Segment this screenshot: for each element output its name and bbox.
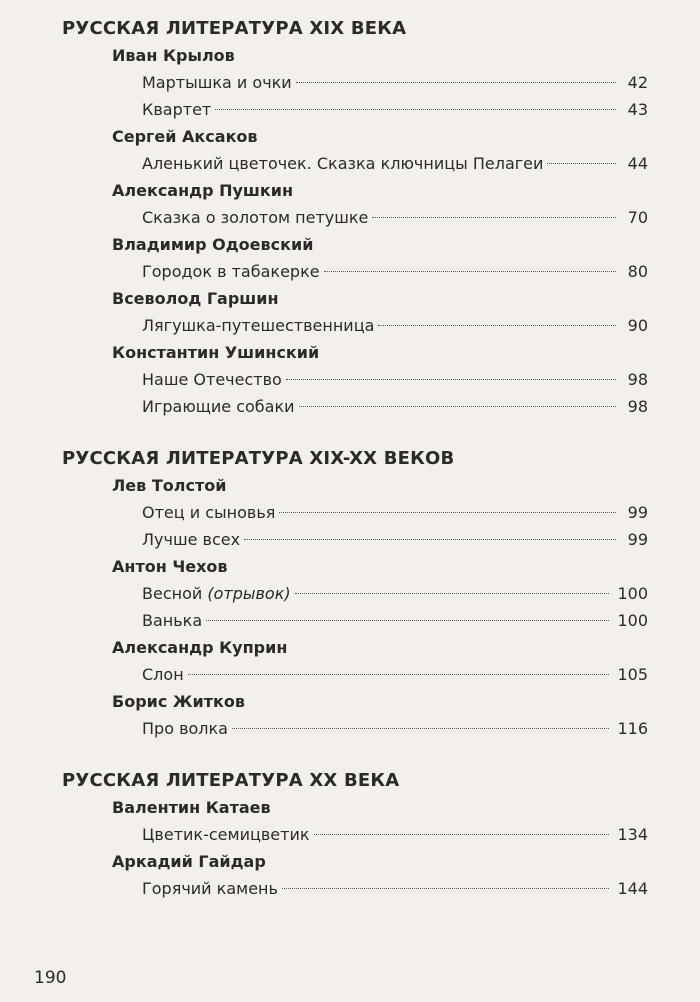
author-name: Константин Ушинский <box>112 343 320 362</box>
toc-entry[interactable] <box>142 258 648 285</box>
page-number: 98 <box>627 370 648 389</box>
page-number: 144 <box>617 879 648 898</box>
work-title: Лягушка-путешественница <box>142 316 375 335</box>
author-name: Антон Чехов <box>112 557 228 576</box>
work-title: Отец и сыновья <box>142 503 276 522</box>
work-title: Мартышка и очки <box>142 73 292 92</box>
section-title: РУССКАЯ ЛИТЕРАТУРА XIX-XX ВЕКОВ <box>62 448 455 469</box>
page-number: 44 <box>627 154 648 173</box>
toc-section-19th-20th-century <box>62 445 662 742</box>
work-title: Городок в табакерке <box>142 262 320 281</box>
author-name: Всеволод Гаршин <box>112 289 279 308</box>
dot-leader <box>378 325 616 326</box>
dot-leader <box>215 109 616 110</box>
toc-entry[interactable] <box>142 312 648 339</box>
author-name: Аркадий Гайдар <box>112 852 266 871</box>
work-title: Аленький цветочек. Сказка ключницы Пелагеи <box>142 154 544 173</box>
toc-entry[interactable] <box>142 96 648 123</box>
work-title: Квартет <box>142 100 212 119</box>
toc-entry[interactable] <box>142 150 648 177</box>
page-number: 80 <box>627 262 648 281</box>
toc-entry[interactable] <box>142 875 648 902</box>
dot-leader <box>188 674 610 675</box>
page-number: 116 <box>617 719 648 738</box>
dot-leader <box>244 539 616 540</box>
toc-entry[interactable] <box>142 607 648 634</box>
page-folio-number: 190 <box>34 968 67 988</box>
toc-entry[interactable] <box>142 204 648 231</box>
page-number: 105 <box>617 665 648 684</box>
page-number: 90 <box>627 316 648 335</box>
toc-entry[interactable] <box>142 69 648 96</box>
author-name: Сергей Аксаков <box>112 127 258 146</box>
page-number: 100 <box>617 584 648 603</box>
author-name: Валентин Катаев <box>112 798 271 817</box>
author-name: Александр Пушкин <box>112 181 294 200</box>
page-number: 99 <box>627 503 648 522</box>
dot-leader <box>324 271 616 272</box>
toc-section-19th-century <box>62 15 662 420</box>
author-name: Александр Куприн <box>112 638 288 657</box>
toc-entry[interactable] <box>142 715 648 742</box>
dot-leader <box>206 620 609 621</box>
toc-entry[interactable] <box>142 526 648 553</box>
toc-entry[interactable] <box>142 580 648 607</box>
toc-entry[interactable] <box>142 821 648 848</box>
dot-leader <box>282 888 610 889</box>
work-title: Наше Отечество <box>142 370 282 389</box>
page-number: 98 <box>627 397 648 416</box>
work-note: (отрывок) <box>207 584 291 603</box>
dot-leader <box>296 82 616 83</box>
page-number: 100 <box>617 611 648 630</box>
toc-entry[interactable] <box>142 499 648 526</box>
page-number: 99 <box>627 530 648 549</box>
work-title: Играющие собаки <box>142 397 295 416</box>
toc-entry[interactable] <box>142 393 648 420</box>
author-name: Борис Житков <box>112 692 245 711</box>
section-title: РУССКАЯ ЛИТЕРАТУРА XX ВЕКА <box>62 770 400 791</box>
toc-section-20th-century <box>62 767 662 902</box>
page-number: 43 <box>627 100 648 119</box>
dot-leader <box>232 728 609 729</box>
work-title: Сказка о золотом петушке <box>142 208 369 227</box>
toc-entry[interactable] <box>142 366 648 393</box>
page-number: 134 <box>617 825 648 844</box>
work-title: Горячий камень <box>142 879 278 898</box>
dot-leader <box>372 217 616 218</box>
page-number: 70 <box>627 208 648 227</box>
dot-leader <box>295 593 610 594</box>
work-title: Про волка <box>142 719 228 738</box>
dot-leader <box>547 163 616 164</box>
dot-leader <box>314 834 610 835</box>
work-title-text: Весной <box>142 584 203 603</box>
section-title: РУССКАЯ ЛИТЕРАТУРА XIX ВЕКА <box>62 18 407 39</box>
work-title <box>142 580 291 607</box>
dot-leader <box>279 512 616 513</box>
toc-entry[interactable] <box>142 661 648 688</box>
page-number: 42 <box>627 73 648 92</box>
work-title: Лучше всех <box>142 530 241 549</box>
author-name: Владимир Одоевский <box>112 235 314 254</box>
work-title: Цветик-семицветик <box>142 825 310 844</box>
dot-leader <box>286 379 616 380</box>
author-name: Лев Толстой <box>112 476 227 495</box>
work-title: Слон <box>142 665 184 684</box>
dot-leader <box>299 406 616 407</box>
author-name: Иван Крылов <box>112 46 235 65</box>
work-title: Ванька <box>142 611 203 630</box>
